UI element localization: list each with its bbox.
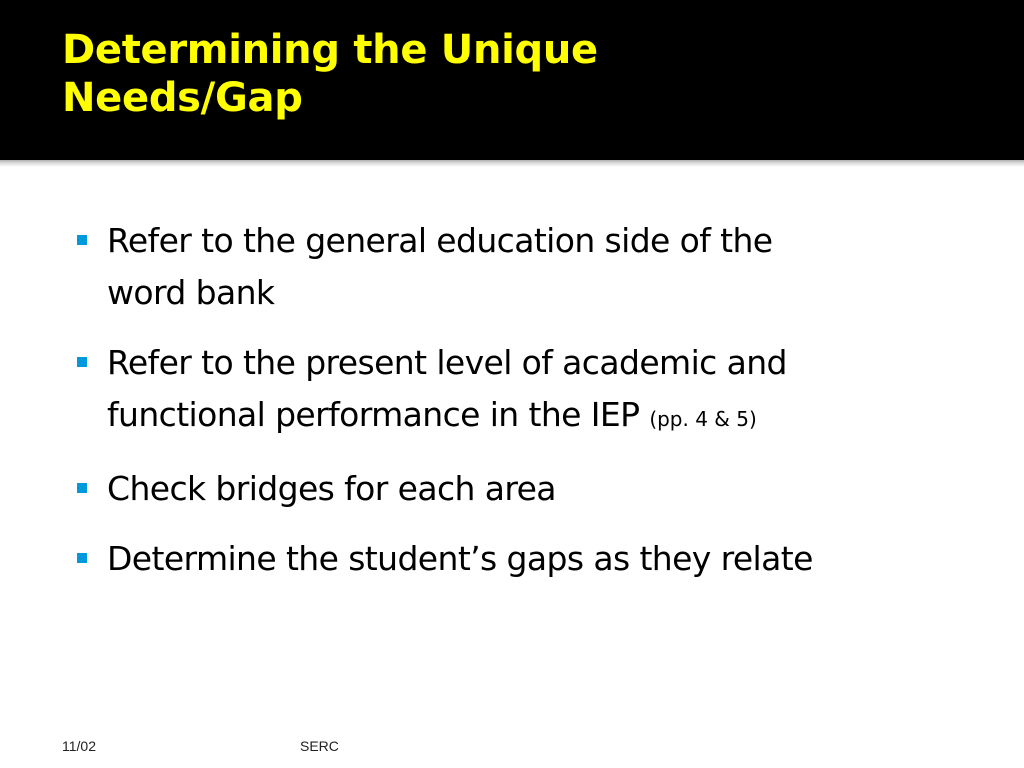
bullet-item-present-level [74,337,974,445]
bullet-item-determine-gaps [74,533,974,585]
square-bullet-icon [77,357,87,367]
footer-organization: SERC [300,738,339,754]
square-bullet-icon [77,553,87,563]
bullet-text-line [107,389,974,445]
bullet-text-line: Determine the student’s gaps as they relate [107,539,813,578]
bullet-item-check-bridges [74,463,974,515]
footer-date: 11/02 [62,738,96,754]
bullet-text-line: word bank [107,273,275,312]
slide-title-line-1: Determining the Unique [62,27,598,73]
page-reference-note: (pp. 4 & 5) [649,407,757,431]
title-divider [0,160,1024,167]
slide-title [62,26,598,122]
bullet-text-line: Check bridges for each area [107,469,556,508]
slide-title-line-2: Needs/Gap [62,75,303,121]
square-bullet-icon [77,483,87,493]
bullet-item-general-education [74,215,974,319]
bullet-text-segment: functional performance in the IEP [107,395,640,434]
bullet-text-line: Refer to the present level of academic and [107,343,787,382]
square-bullet-icon [77,235,87,245]
bullet-list [74,215,974,603]
bullet-text-line: Refer to the general education side of the [107,221,773,260]
